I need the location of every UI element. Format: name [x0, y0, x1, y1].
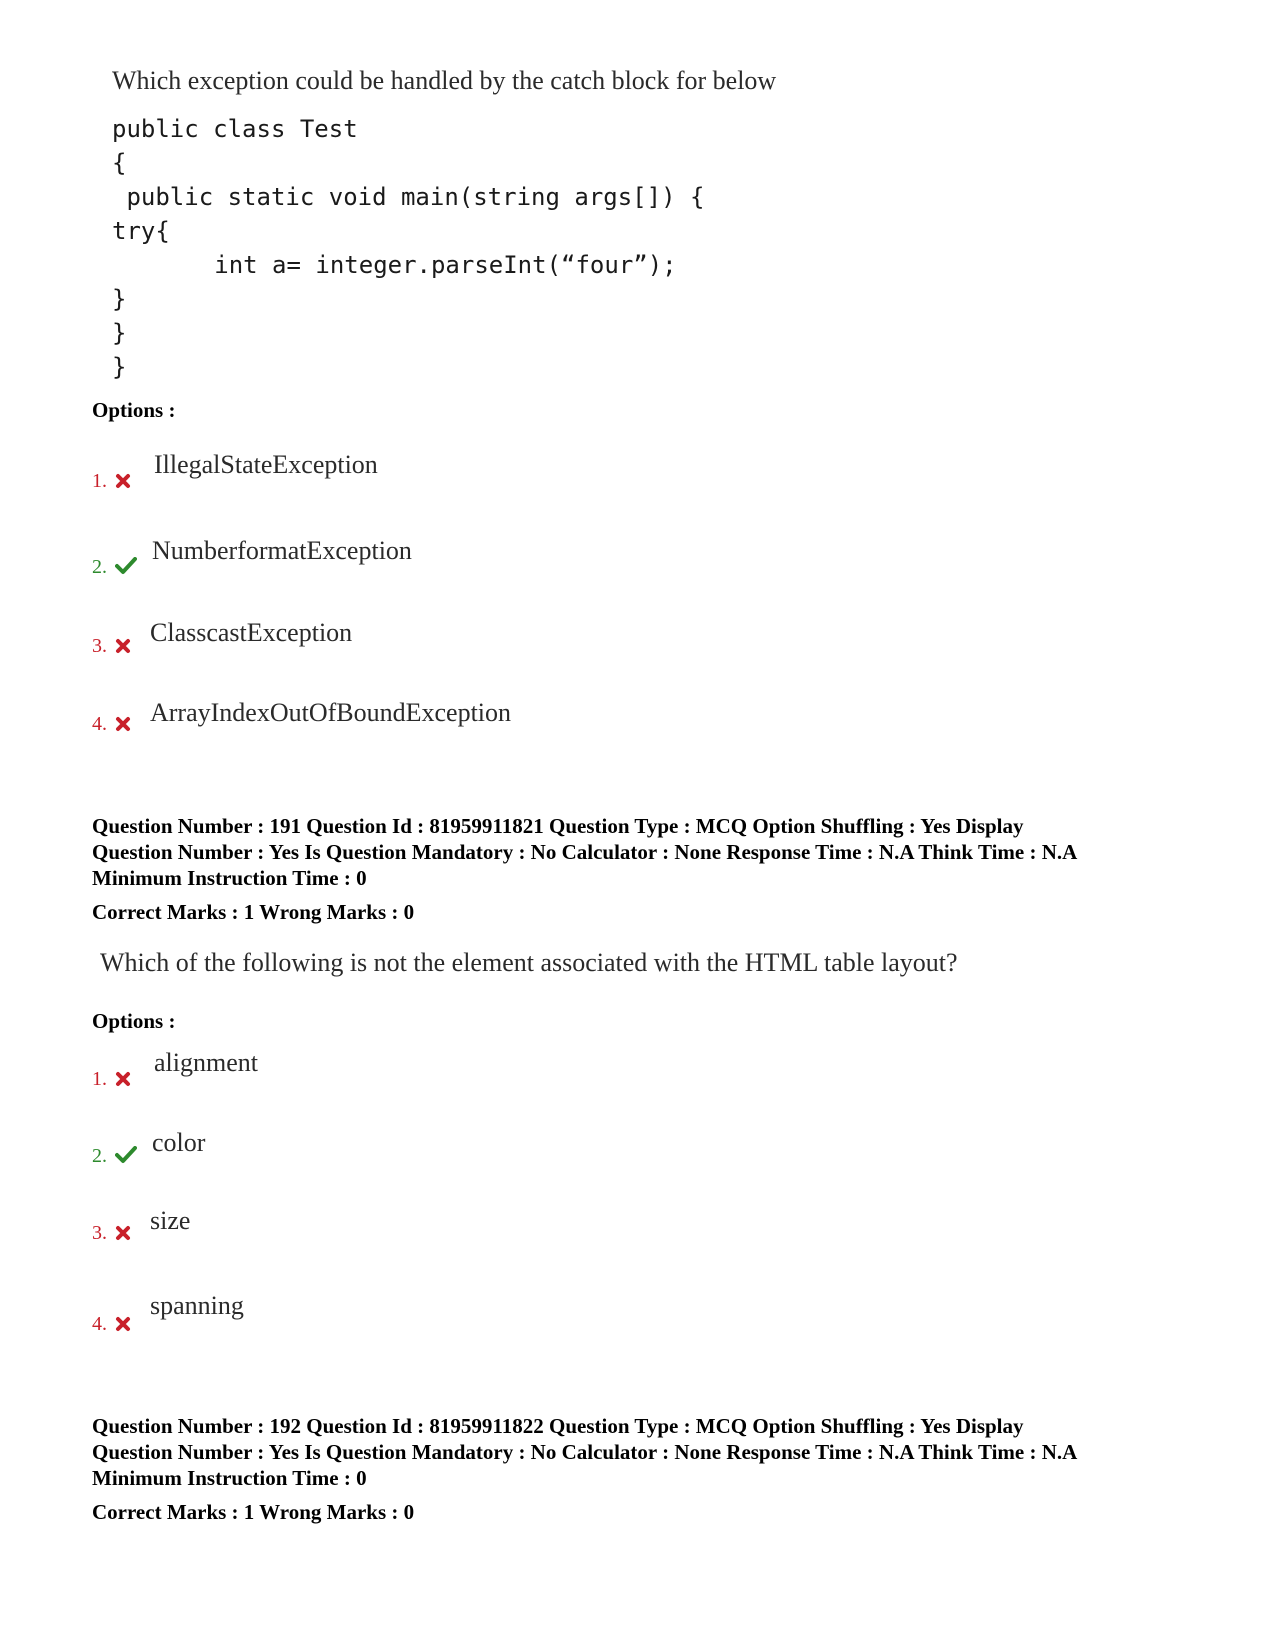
option-text: color	[152, 1128, 206, 1157]
meta-line: Minimum Instruction Time : 0	[92, 866, 367, 890]
marks-line: Correct Marks : 1 Wrong Marks : 0	[92, 900, 415, 924]
code-line: }	[112, 285, 127, 313]
question-meta	[92, 1413, 1212, 1491]
code-line: }	[112, 353, 127, 381]
option-number-text: 1.	[92, 1068, 107, 1090]
cross-icon	[115, 1071, 131, 1087]
option-number-text: 1.	[92, 470, 107, 492]
cross-icon	[115, 716, 131, 732]
code-line: try{	[112, 217, 170, 245]
option-number	[92, 713, 131, 736]
cross-icon	[115, 638, 131, 654]
option-number-text: 4.	[92, 713, 107, 735]
option-number-text: 2.	[92, 556, 107, 578]
meta-line: Question Number : 191 Question Id : 81959911821 Question Type : MCQ Option Shuffling : Yes Display	[92, 814, 1024, 838]
question-text: Which exception could be handled by the catch block for below	[112, 66, 777, 95]
option-number	[92, 556, 137, 579]
check-icon	[115, 1146, 137, 1164]
meta-line: Question Number : 192 Question Id : 81959911822 Question Type : MCQ Option Shuffling : Yes Display	[92, 1414, 1024, 1438]
option-text: size	[150, 1206, 191, 1235]
option-number	[92, 1068, 131, 1091]
check-icon	[115, 557, 137, 575]
option-number-text: 2.	[92, 1145, 107, 1167]
code-line: {	[112, 149, 127, 177]
code-block	[112, 112, 704, 384]
options-label: Options :	[92, 1009, 176, 1033]
cross-icon	[115, 473, 131, 489]
option-text: spanning	[150, 1291, 244, 1320]
option-number-text: 3.	[92, 635, 107, 657]
option-text: ClasscastException	[150, 618, 353, 647]
option-number	[92, 635, 131, 658]
meta-line: Minimum Instruction Time : 0	[92, 1466, 367, 1490]
options-label: Options :	[92, 398, 176, 422]
meta-line: Question Number : Yes Is Question Mandatory : No Calculator : None Response Time : N.A Think Time : N.A	[92, 1440, 1078, 1464]
code-line: public static void main(string args[]) {	[112, 183, 705, 211]
cross-icon	[115, 1316, 131, 1332]
option-number	[92, 1222, 131, 1245]
option-number	[92, 1145, 137, 1168]
option-text: alignment	[154, 1048, 258, 1077]
option-text: IllegalStateException	[154, 450, 378, 479]
code-line: }	[112, 319, 127, 347]
option-text: ArrayIndexOutOfBoundException	[150, 698, 512, 727]
marks-line: Correct Marks : 1 Wrong Marks : 0	[92, 1500, 415, 1524]
option-number-text: 3.	[92, 1222, 107, 1244]
meta-line: Question Number : Yes Is Question Mandatory : No Calculator : None Response Time : N.A Think Time : N.A	[92, 840, 1078, 864]
option-number-text: 4.	[92, 1313, 107, 1335]
code-line: int a= integer.parseInt(“four”);	[142, 251, 677, 279]
question-text: Which of the following is not the element associated with the HTML table layout?	[100, 948, 958, 977]
option-number	[92, 1313, 131, 1336]
question-meta	[92, 813, 1212, 891]
code-line: public class Test	[112, 115, 358, 143]
option-text: NumberformatException	[152, 536, 412, 565]
option-number	[92, 470, 131, 493]
cross-icon	[115, 1225, 131, 1241]
